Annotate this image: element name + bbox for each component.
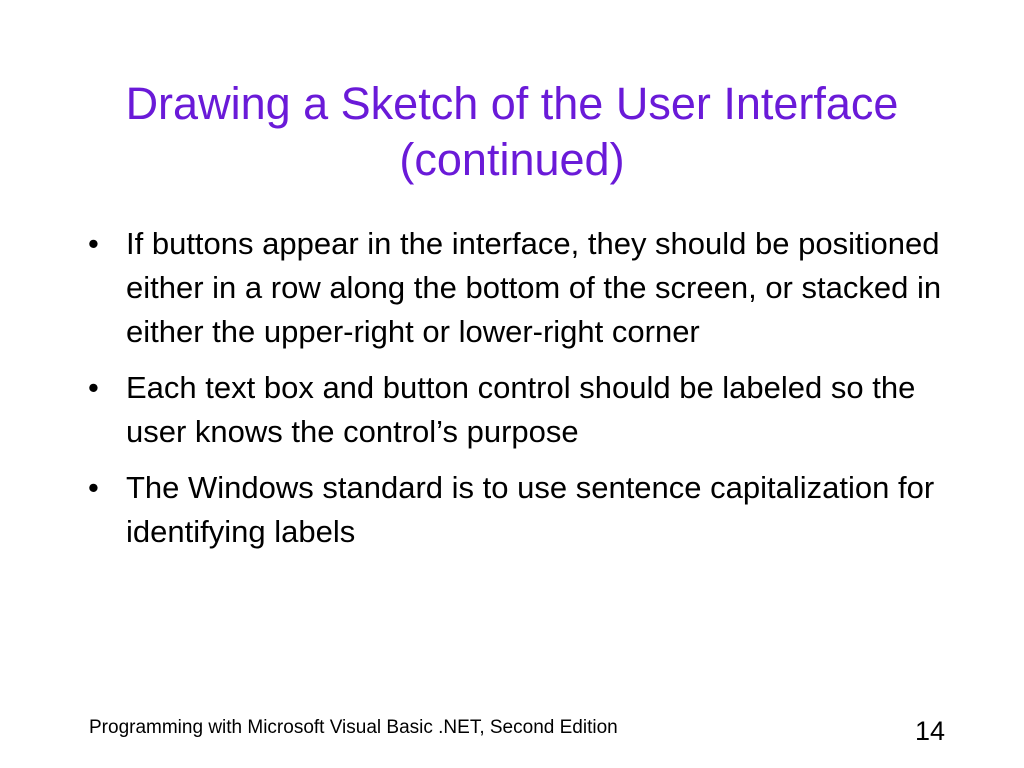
- footer-text: Programming with Microsoft Visual Basic .NET, Second Edition: [89, 717, 618, 738]
- bullet-marker: •: [88, 470, 99, 505]
- bullet-marker: •: [88, 226, 99, 261]
- page-number: 14: [914, 716, 945, 746]
- bullet-item: [86, 366, 946, 454]
- bullet-item: [86, 222, 946, 354]
- bullet-marker: •: [88, 370, 99, 405]
- bullet-text: Each text box and button control should be labeled so the user knows the control’s purpose: [126, 370, 916, 449]
- slide-title: Drawing a Sketch of the User Interface (continued): [125, 78, 899, 185]
- bullet-text: The Windows standard is to use sentence capitalization for identifying labels: [126, 470, 935, 549]
- bullet-list: [86, 222, 946, 566]
- bullet-item: [86, 466, 946, 554]
- bullet-text: If buttons appear in the interface, they should be positioned either in a row along the bottom of the screen, or stacked in either the upper-right or lower-right corner: [126, 226, 942, 349]
